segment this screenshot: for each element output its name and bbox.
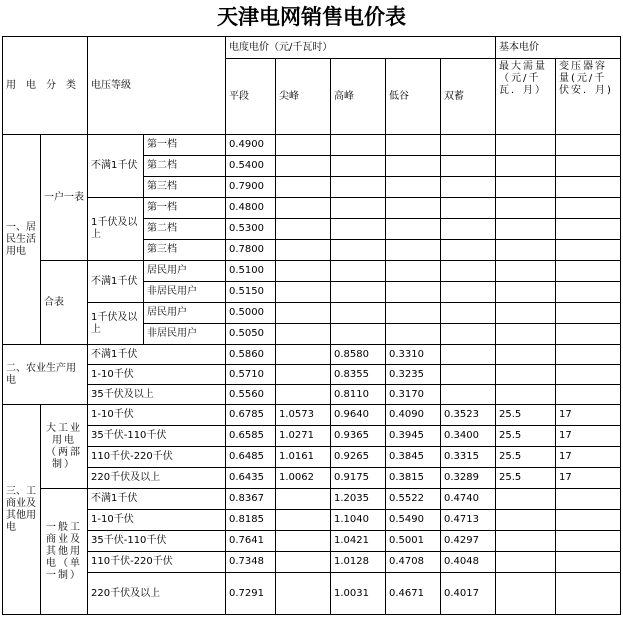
voltage-cell: 不满1千伏	[88, 261, 144, 303]
valley-cell: 0.5001	[386, 531, 441, 552]
double-cell: 0.3400	[441, 426, 496, 447]
flat-cell: 0.5710	[226, 365, 276, 385]
valley-cell: 0.3815	[386, 468, 441, 489]
double-cell: 0.4048	[441, 552, 496, 573]
tier-cell: 第二档	[144, 219, 226, 240]
double-cell: 0.4017	[441, 573, 496, 615]
flat-cell: 0.4800	[226, 198, 276, 219]
voltage-cell: 不满1千伏	[88, 345, 226, 365]
demand-cell: 25.5	[496, 426, 556, 447]
peak-cell: 1.0128	[331, 552, 386, 573]
flat-cell: 0.4900	[226, 135, 276, 156]
demand-cell: 25.5	[496, 405, 556, 426]
peak-header: 高峰	[331, 59, 386, 135]
table-row	[3, 365, 621, 385]
valley-cell: 0.3310	[386, 345, 441, 365]
flat-cell: 0.5560	[226, 385, 276, 405]
flat-cell: 0.7291	[226, 573, 276, 615]
combined-meter-label: 合表	[41, 261, 88, 345]
voltage-cell: 不满1千伏	[88, 489, 226, 510]
voltage-cell: 1-10千伏	[88, 510, 226, 531]
peak-cell: 1.0421	[331, 531, 386, 552]
valley-cell: 0.4671	[386, 573, 441, 615]
capacity-cell: 17	[556, 468, 621, 489]
page-title: 天津电网销售电价表	[217, 4, 406, 29]
table-row	[3, 468, 621, 489]
peak-cell: 1.2035	[331, 489, 386, 510]
peak-cell: 0.8580	[331, 345, 386, 365]
flat-cell: 0.8367	[226, 489, 276, 510]
tier-cell: 非居民用户	[144, 324, 226, 345]
table-row	[3, 510, 621, 531]
peak-cell: 0.9175	[331, 468, 386, 489]
flat-cell: 0.5300	[226, 219, 276, 240]
residential-label: 一、居民生活用电	[3, 135, 41, 345]
voltage-cell: 220千伏及以上	[88, 573, 226, 615]
transformer-capacity-header: 变压器容量(元/千伏安．月)	[556, 59, 621, 135]
table-row	[3, 531, 621, 552]
table-row	[3, 345, 621, 365]
flat-cell: 0.5150	[226, 282, 276, 303]
table-row	[3, 405, 621, 426]
basic-price-header: 基本电价	[496, 37, 621, 59]
sharp-cell: 1.0573	[276, 405, 331, 426]
demand-cell: 25.5	[496, 468, 556, 489]
sharp-cell: 1.0271	[276, 426, 331, 447]
flat-cell: 0.7900	[226, 177, 276, 198]
flat-cell: 0.6785	[226, 405, 276, 426]
table-row	[3, 489, 621, 510]
flat-cell: 0.6585	[226, 426, 276, 447]
tier-cell: 非居民用户	[144, 282, 226, 303]
sharp-cell: 1.0062	[276, 468, 331, 489]
double-cell: 0.3315	[441, 447, 496, 468]
flat-header: 平段	[226, 59, 276, 135]
valley-cell: 0.3170	[386, 385, 441, 405]
flat-cell: 0.5050	[226, 324, 276, 345]
double-cell: 0.3523	[441, 405, 496, 426]
voltage-cell: 1-10千伏	[88, 365, 226, 385]
peak-cell: 0.8355	[331, 365, 386, 385]
voltage-cell: 110千伏-220千伏	[88, 552, 226, 573]
peak-cell: 0.8110	[331, 385, 386, 405]
flat-cell: 0.7348	[226, 552, 276, 573]
tier-cell: 第一档	[144, 198, 226, 219]
double-cell: 0.3289	[441, 468, 496, 489]
valley-cell: 0.3945	[386, 426, 441, 447]
valley-header: 低谷	[386, 59, 441, 135]
table-row	[3, 135, 621, 156]
double-storage-header: 双蓄	[441, 59, 496, 135]
large-industry-label: 大工业用电（两部制）	[41, 405, 88, 489]
voltage-cell: 1-10千伏	[88, 405, 226, 426]
double-cell: 0.4740	[441, 489, 496, 510]
voltage-cell: 1千伏及以上	[88, 303, 144, 345]
tier-cell: 居民用户	[144, 303, 226, 324]
double-cell: 0.4297	[441, 531, 496, 552]
peak-cell: 1.1040	[331, 510, 386, 531]
flat-cell: 0.6485	[226, 447, 276, 468]
table-row	[3, 573, 621, 615]
agriculture-label: 二、农业生产用电	[3, 345, 88, 405]
voltage-header: 电压等级	[88, 37, 226, 135]
industry-label: 三、工商业及其他用电	[3, 405, 41, 615]
voltage-cell: 1千伏及以上	[88, 198, 144, 261]
valley-cell: 0.5490	[386, 510, 441, 531]
valley-cell: 0.4708	[386, 552, 441, 573]
voltage-cell: 35千伏及以上	[88, 385, 226, 405]
table-row	[3, 552, 621, 573]
category-header: 用 电 分 类	[3, 37, 88, 135]
tier-cell: 居民用户	[144, 261, 226, 282]
single-meter-label: 一户一表	[41, 135, 88, 261]
table-row	[3, 385, 621, 405]
flat-cell: 0.7800	[226, 240, 276, 261]
voltage-cell: 220千伏及以上	[88, 468, 226, 489]
tier-cell: 第三档	[144, 177, 226, 198]
capacity-cell: 17	[556, 426, 621, 447]
peak-cell: 0.9265	[331, 447, 386, 468]
flat-cell: 0.6435	[226, 468, 276, 489]
demand-cell: 25.5	[496, 447, 556, 468]
peak-cell: 0.9640	[331, 405, 386, 426]
valley-cell: 0.4090	[386, 405, 441, 426]
flat-cell: 0.8185	[226, 510, 276, 531]
table-row	[3, 261, 621, 282]
table-row	[3, 198, 621, 219]
peak-cell: 0.9365	[331, 426, 386, 447]
valley-cell: 0.3235	[386, 365, 441, 385]
flat-cell: 0.5000	[226, 303, 276, 324]
general-industry-label: 一般工商业及其他用电（单一制）	[41, 489, 88, 615]
double-cell: 0.4713	[441, 510, 496, 531]
table-row	[3, 447, 621, 468]
flat-cell: 0.5860	[226, 345, 276, 365]
flat-cell: 0.5100	[226, 261, 276, 282]
tier-cell: 第一档	[144, 135, 226, 156]
flat-cell: 0.5400	[226, 156, 276, 177]
table-row	[3, 426, 621, 447]
tier-cell: 第二档	[144, 156, 226, 177]
sharp-cell: 1.0161	[276, 447, 331, 468]
capacity-cell: 17	[556, 405, 621, 426]
table-row	[3, 303, 621, 324]
sharp-peak-header: 尖峰	[276, 59, 331, 135]
tier-cell: 第三档	[144, 240, 226, 261]
voltage-cell: 不满1千伏	[88, 135, 144, 198]
energy-price-header: 电度电价（元/千瓦时）	[226, 37, 496, 59]
peak-cell: 1.0031	[331, 573, 386, 615]
voltage-cell: 35千伏-110千伏	[88, 531, 226, 552]
valley-cell: 0.5522	[386, 489, 441, 510]
max-demand-header: 最大需量（元/千瓦．月）	[496, 59, 556, 135]
valley-cell: 0.3845	[386, 447, 441, 468]
voltage-cell: 35千伏-110千伏	[88, 426, 226, 447]
capacity-cell: 17	[556, 447, 621, 468]
voltage-cell: 110千伏-220千伏	[88, 447, 226, 468]
price-table	[2, 36, 621, 615]
flat-cell: 0.7641	[226, 531, 276, 552]
